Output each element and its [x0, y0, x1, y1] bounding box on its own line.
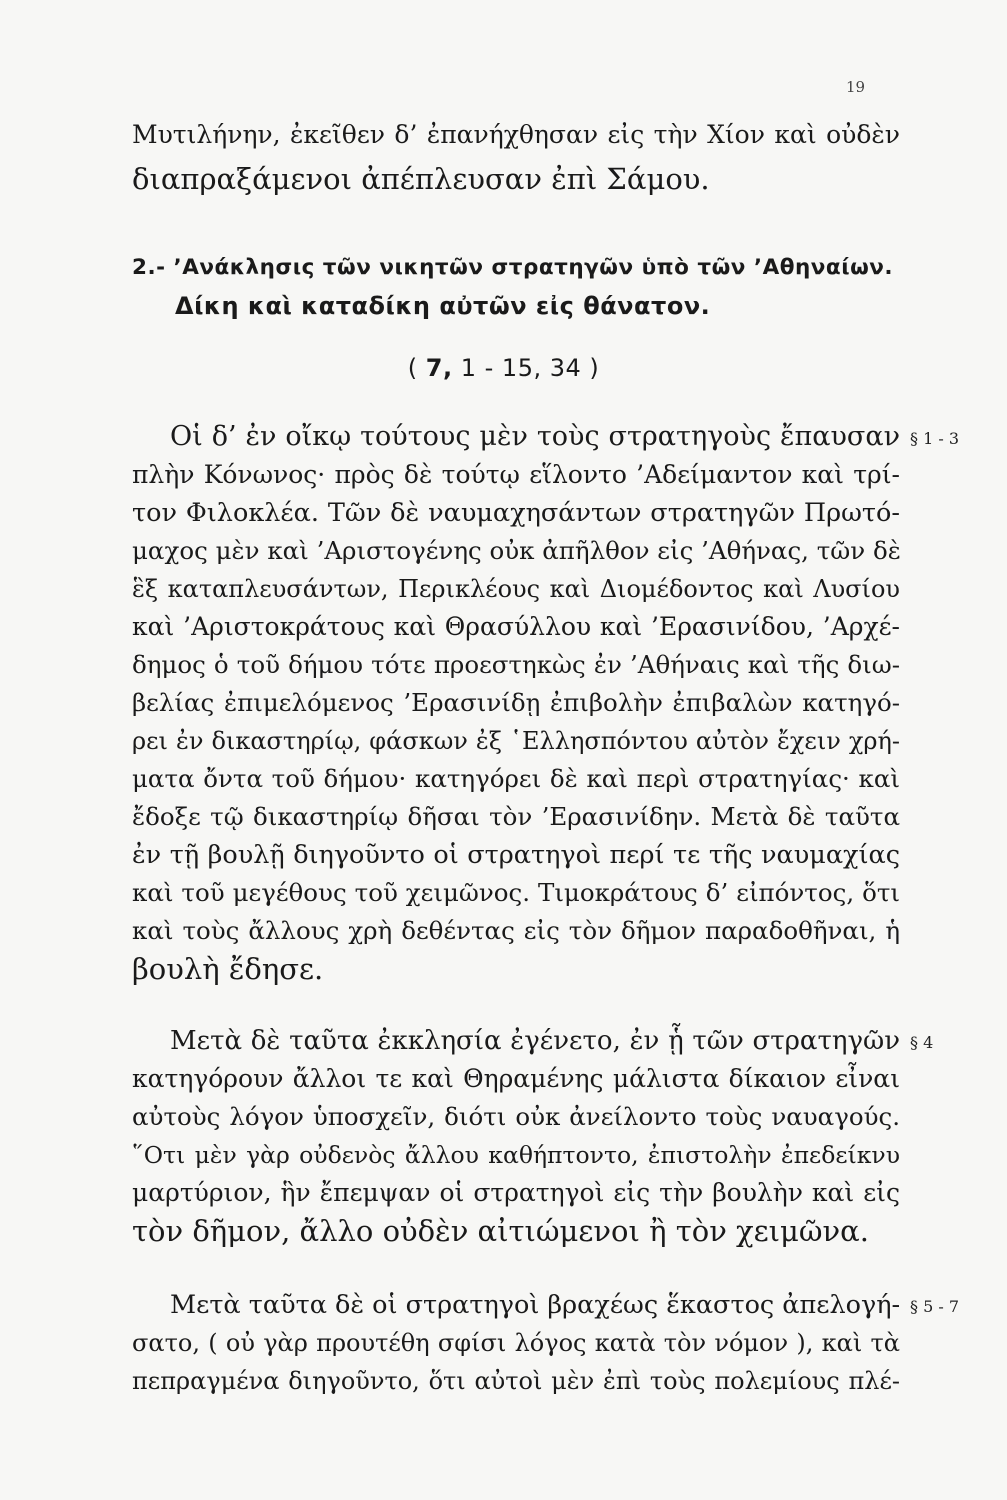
- paragraph-line: βουλὴ ἔδησε.: [132, 952, 324, 986]
- paragraph-line: μαχος μὲν καὶ ’Αριστογένης οὐκ ἀπῆλθον εἰς ’Αθήνας, τῶν δὲ: [132, 536, 901, 565]
- chapter-reference: [0, 352, 1007, 384]
- paragraph-line: ἔδοξε τῷ δικαστηρίῳ δῆσαι τὸν ’Ερασινίδην. Μετὰ δὲ ταῦτα: [132, 802, 900, 831]
- paragraph-line: ἓξ καταπλευσάντων, Περικλέους καὶ Διομέδοντος καὶ Λυσίου: [132, 575, 900, 603]
- paragraph-line: πλὴν Κόνωνος· πρὸς δὲ τούτῳ εἵλοντο ’Αδείμαντον καὶ τρί-: [132, 460, 900, 489]
- reference-range: 1 - 15, 34 ): [460, 354, 600, 382]
- reference-open: (: [407, 354, 418, 382]
- paragraph-line: καὶ ’Αριστοκράτους καὶ Θρασύλλου καὶ ’Ερασινίδου, ’Αρχέ-: [132, 612, 900, 641]
- paragraph-line: Μετὰ ταῦτα δὲ οἱ στρατηγοὶ βραχέως ἕκαστος ἀπελογή-: [170, 1290, 901, 1320]
- margin-note: § 5 - 7: [910, 1297, 960, 1316]
- margin-note: § 4: [910, 1033, 934, 1052]
- paragraph-line: ματα ὄντα τοῦ δήμου· κατηγόρει δὲ καὶ περὶ στρατηγίας· καὶ: [132, 764, 900, 793]
- paragraph-line: σατο, ( οὐ γὰρ προυτέθη σφίσι λόγος κατὰ τὸν νόμον ), καὶ τὰ: [132, 1329, 900, 1357]
- page-number: 19: [846, 78, 866, 96]
- paragraph-line: δημος ὁ τοῦ δήμου τότε προεστηκὼς ἐν ’Αθήναις καὶ τῆς διω-: [132, 650, 900, 679]
- paragraph-line: κατηγόρουν ἄλλοι τε καὶ Θηραμένης μάλιστα δίκαιον εἶναι: [132, 1064, 900, 1093]
- reference-book: 7,: [425, 354, 453, 382]
- section-subheading: Δίκη καὶ καταδίκη αὐτῶν εἰς θάνατον.: [175, 292, 711, 320]
- intro-line: Μυτιλήνην, ἐκεῖθεν δ’ ἐπανήχθησαν εἰς τὴν Χίον καὶ οὐδὲν: [132, 120, 900, 149]
- paragraph-line: Μετὰ δὲ ταῦτα ἐκκλησία ἐγένετο, ἐν ᾗ τῶν στρατηγῶν: [170, 1026, 900, 1056]
- paragraph-line: ῞Οτι μὲν γὰρ οὐδενὸς ἄλλου καθήπτοντο, ἐπιστολὴν ἐπεδείκνυ: [132, 1141, 900, 1169]
- paragraph-line: Οἱ δ’ ἐν οἴκῳ τούτους μὲν τοὺς στρατηγοὺς ἔπαυσαν: [170, 421, 900, 452]
- paragraph-line: τον Φιλοκλέα. Τῶν δὲ ναυμαχησάντων στρατηγῶν Πρωτό-: [132, 498, 900, 528]
- paragraph-line: καὶ τοὺς ἄλλους χρὴ δεθέντας εἰς τὸν δῆμον παραδοθῆναι, ἡ: [132, 916, 900, 945]
- paragraph-line: ρει ἐν δικαστηρίῳ, φάσκων ἐξ ῾Ελλησπόντου αὐτὸν ἔχειν χρή-: [132, 727, 900, 755]
- paragraph-line: ἐν τῇ βουλῇ διηγοῦντο οἱ στρατηγοὶ περί τε τῆς ναυμαχίας: [132, 840, 900, 870]
- paragraph-line: τὸν δῆμον, ἄλλο οὐδὲν αἰτιώμενοι ἢ τὸν χειμῶνα.: [132, 1214, 869, 1248]
- section-heading: 2.- ’Ανάκλησις τῶν νικητῶν στρατηγῶν ὑπὸ τῶν ’Αθηναίων.: [132, 255, 894, 280]
- paragraph-line: καὶ τοῦ μεγέθους τοῦ χειμῶνος. Τιμοκράτους δ’ εἰπόντος, ὅτι: [132, 878, 900, 907]
- margin-note: § 1 - 3: [910, 429, 960, 448]
- paragraph-line: αὐτοὺς λόγον ὑποσχεῖν, διότι οὐκ ἀνείλοντο τοὺς ναυαγούς.: [132, 1102, 900, 1131]
- paragraph-line: μαρτύριον, ἣν ἔπεμψαν οἱ στρατηγοὶ εἰς τὴν βουλὴν καὶ εἰς: [132, 1178, 900, 1207]
- paragraph-line: πεπραγμένα διηγοῦντο, ὅτι αὐτοὶ μὲν ἐπὶ τοὺς πολεμίους πλέ-: [132, 1367, 900, 1395]
- paragraph-line: βελίας ἐπιμελόμενος ’Ερασινίδῃ ἐπιβολὴν ἐπιβαλὼν κατηγό-: [132, 688, 900, 717]
- intro-line: διαπραξάμενοι ἀπέπλευσαν ἐπὶ Σάμου.: [132, 162, 710, 196]
